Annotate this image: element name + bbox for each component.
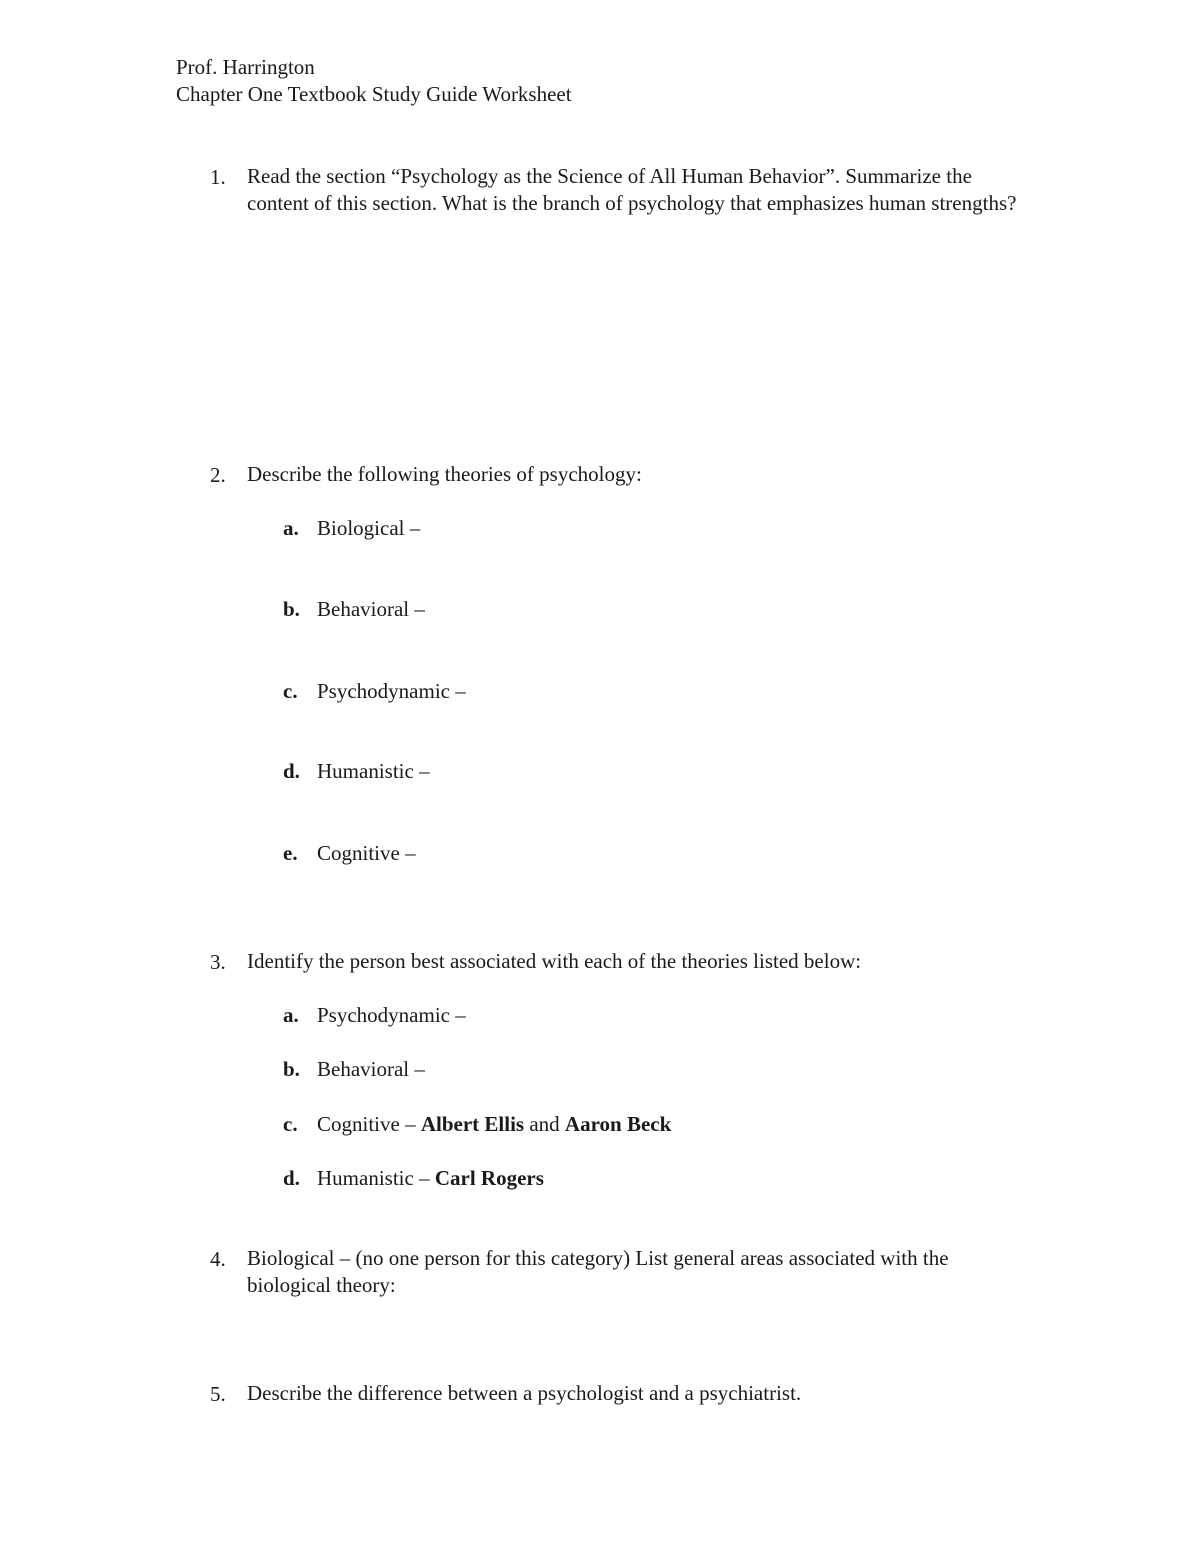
question-number: 3. bbox=[210, 950, 226, 974]
item-letter: c. bbox=[283, 1112, 298, 1136]
item-text-line bbox=[317, 1164, 544, 1192]
item-text-line bbox=[317, 1110, 671, 1138]
question-number: 2. bbox=[210, 463, 226, 487]
question-text: Identify the person best associated with each of the theories listed below: bbox=[247, 949, 862, 973]
professor-name: Prof. Harrington bbox=[176, 55, 315, 79]
question-text: Describe the difference between a psychologist and a psychiatrist. bbox=[247, 1381, 802, 1405]
question-text: Biological – (no one person for this category) List general areas associated with the biological theory: bbox=[247, 1246, 949, 1297]
question-text: Read the section “Psychology as the Science of All Human Behavior”. Summarize the content of this section. What is the branch of psychology that emphasizes human strengths? bbox=[247, 164, 1017, 215]
item-text: Humanistic – bbox=[317, 1166, 430, 1190]
item-letter: b. bbox=[283, 1057, 300, 1081]
item-text: Psychodynamic – bbox=[317, 1003, 466, 1027]
answer-name: Carl Rogers bbox=[434, 1166, 544, 1190]
worksheet-title: Chapter One Textbook Study Guide Worksheet bbox=[176, 82, 572, 106]
item-text: Humanistic – bbox=[317, 759, 430, 783]
item-text: Behavioral – bbox=[317, 597, 425, 621]
item-letter: c. bbox=[283, 679, 298, 703]
question-number: 4. bbox=[210, 1247, 226, 1271]
item-text: Psychodynamic – bbox=[317, 679, 466, 703]
item-letter: a. bbox=[283, 1003, 299, 1027]
item-text: Biological – bbox=[317, 516, 421, 540]
item-letter: d. bbox=[283, 1166, 300, 1190]
item-text: Cognitive – bbox=[317, 1112, 416, 1136]
item-text: Behavioral – bbox=[317, 1057, 425, 1081]
item-text: Cognitive – bbox=[317, 841, 416, 865]
item-letter: d. bbox=[283, 759, 300, 783]
item-letter: b. bbox=[283, 597, 300, 621]
question-number: 5. bbox=[210, 1382, 226, 1406]
answer-joiner: and bbox=[529, 1112, 560, 1136]
answer-name: Aaron Beck bbox=[564, 1112, 672, 1136]
item-letter: e. bbox=[283, 841, 298, 865]
question-number: 1. bbox=[210, 165, 226, 189]
item-letter: a. bbox=[283, 516, 299, 540]
question-text: Describe the following theories of psychology: bbox=[247, 462, 642, 486]
answer-name: Albert Ellis bbox=[420, 1112, 525, 1136]
